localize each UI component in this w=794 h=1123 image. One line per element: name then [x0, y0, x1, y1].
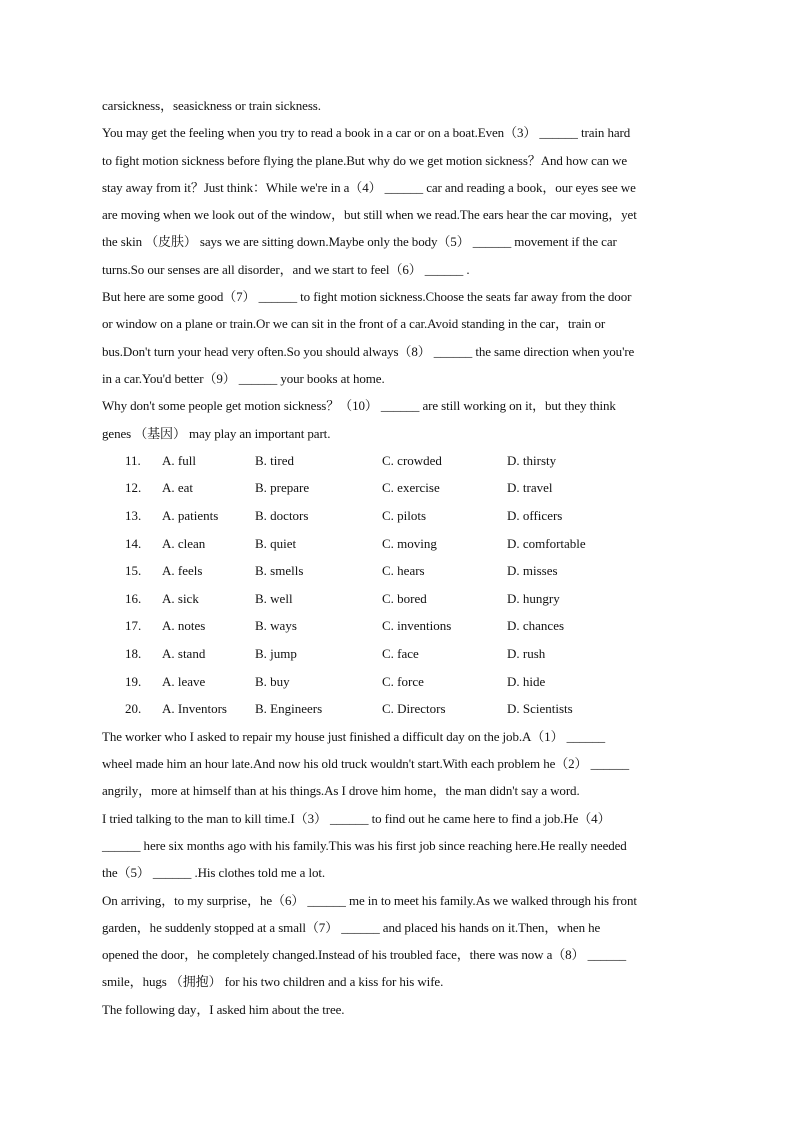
option-a: A. eat — [162, 480, 194, 496]
option-c: C. crowded — [382, 452, 442, 468]
text-line: turns.So our senses are all disorder，and we start to feel（6） ______ . — [102, 261, 470, 277]
text-line: On arriving，to my surprise，he（6） ______ me in to meet his family.As we walked through his front — [102, 892, 637, 908]
option-a: A. sick — [162, 590, 199, 606]
text-line: to fight motion sickness before flying the plane.But why do we get motion sickness？And how can we — [102, 152, 628, 168]
text-line: I tried talking to the man to kill time.I（3） ______ to find out he came here to find a job.He（4） — [102, 810, 611, 826]
option-b: B. doctors — [255, 508, 309, 524]
passage-one — [102, 92, 702, 447]
question-option-row — [102, 557, 702, 585]
option-b: B. well — [255, 590, 293, 606]
option-d: D. chances — [507, 618, 565, 634]
question-number: 17. — [125, 618, 142, 634]
option-b: B. quiet — [255, 535, 297, 551]
option-c: C. hears — [382, 563, 425, 579]
text-line: or window on a plane or train.Or we can sit in the front of a car.Avoid standing in the car，train or — [102, 316, 606, 332]
text-line: But here are some good（7） ______ to fight motion sickness.Choose the seats far away from the door — [102, 289, 632, 305]
option-d: D. travel — [507, 480, 553, 496]
question-number: 12. — [125, 480, 142, 496]
text-line: The worker who I asked to repair my house just finished a difficult day on the job.A（1） ______ — [102, 728, 606, 744]
question-number: 16. — [125, 590, 142, 606]
option-d: D. officers — [507, 508, 563, 524]
text-line: smile，hugs （拥抱） for his two children and a kiss for his wife. — [102, 974, 444, 990]
option-c: C. exercise — [382, 480, 440, 496]
option-a: A. stand — [162, 646, 206, 662]
question-option-row — [102, 640, 702, 668]
question-number: 20. — [125, 701, 142, 717]
text-line: carsickness，seasickness or train sickness. — [102, 98, 321, 113]
option-d: D. misses — [507, 563, 558, 579]
option-a: A. Inventors — [162, 701, 227, 717]
question-option-row — [102, 530, 702, 558]
option-a: A. clean — [162, 535, 206, 551]
option-a: A. notes — [162, 618, 206, 634]
option-c: C. Directors — [382, 701, 446, 717]
option-c: C. pilots — [382, 508, 427, 524]
question-option-row — [102, 474, 702, 502]
option-d: D. hungry — [507, 590, 560, 606]
option-d: D. hide — [507, 673, 546, 689]
option-a: A. patients — [162, 508, 219, 524]
passage-two — [102, 723, 702, 1023]
question-option-row — [102, 612, 702, 640]
option-c: C. force — [382, 673, 424, 689]
question-number: 15. — [125, 563, 142, 579]
text-line: bus.Don't turn your head very often.So you should always（8） ______ the same direction when you're — [102, 343, 635, 359]
text-line: You may get the feeling when you try to read a book in a car or on a boat.Even（3） ______ train hard — [102, 125, 631, 141]
option-d: D. rush — [507, 646, 546, 662]
option-b: B. prepare — [255, 480, 310, 496]
option-b: B. buy — [255, 673, 290, 689]
text-line: angrily，more at himself than at his things.As I drove him home，the man didn't say a word. — [102, 783, 580, 799]
option-b: B. tired — [255, 452, 294, 468]
option-a: A. leave — [162, 673, 206, 689]
text-line: the（5） ______ .His clothes told me a lot. — [102, 865, 326, 881]
option-d: D. comfortable — [507, 535, 586, 551]
text-line: ______ here six months ago with his family.This was his first job since reaching here.He really needed — [102, 837, 627, 853]
option-b: B. smells — [255, 563, 304, 579]
option-b: B. jump — [255, 646, 297, 662]
option-d: D. thirsty — [507, 452, 557, 468]
question-number: 11. — [125, 452, 141, 468]
option-a: A. full — [162, 452, 196, 468]
question-option-row — [102, 447, 702, 475]
text-line: are moving when we look out of the window，but still when we read.The ears hear the car moving，yet — [102, 207, 637, 223]
text-line: the skin （皮肤） says we are sitting down.Maybe only the body（5） ______ movement if the car — [102, 234, 617, 250]
option-c: C. bored — [382, 590, 427, 606]
option-d: D. Scientists — [507, 701, 573, 717]
document-page — [102, 92, 702, 1023]
question-number: 19. — [125, 673, 142, 689]
question-option-row — [102, 585, 702, 613]
text-line: stay away from it？Just think：While we're in a（4） ______ car and reading a book，our eyes see we — [102, 179, 636, 195]
question-number: 14. — [125, 535, 142, 551]
text-line: Why don't some people get motion sickness？（10） ______ are still working on it，but they think — [102, 398, 616, 414]
text-line: opened the door，he completely changed.Instead of his troubled face，there was now a（8） ______ — [102, 947, 626, 963]
question-number: 13. — [125, 508, 142, 524]
question-option-row — [102, 695, 702, 723]
text-line: garden，he suddenly stopped at a small（7） ______ and placed his hands on it.Then，when he — [102, 919, 601, 935]
question-option-row — [102, 502, 702, 530]
text-line: in a car.You'd better（9） ______ your books at home. — [102, 370, 385, 386]
question-option-row — [102, 668, 702, 696]
option-b: B. ways — [255, 618, 297, 634]
option-c: C. moving — [382, 535, 437, 551]
option-c: C. inventions — [382, 618, 452, 634]
options-list — [102, 447, 702, 723]
text-line: The following day，I asked him about the tree. — [102, 1001, 345, 1017]
option-c: C. face — [382, 646, 419, 662]
question-number: 18. — [125, 646, 142, 662]
text-line: genes （基因） may play an important part. — [102, 425, 331, 441]
text-line: wheel made him an hour late.And now his old truck wouldn't start.With each problem he（2） ______ — [102, 756, 630, 772]
option-b: B. Engineers — [255, 701, 323, 717]
option-a: A. feels — [162, 563, 203, 579]
